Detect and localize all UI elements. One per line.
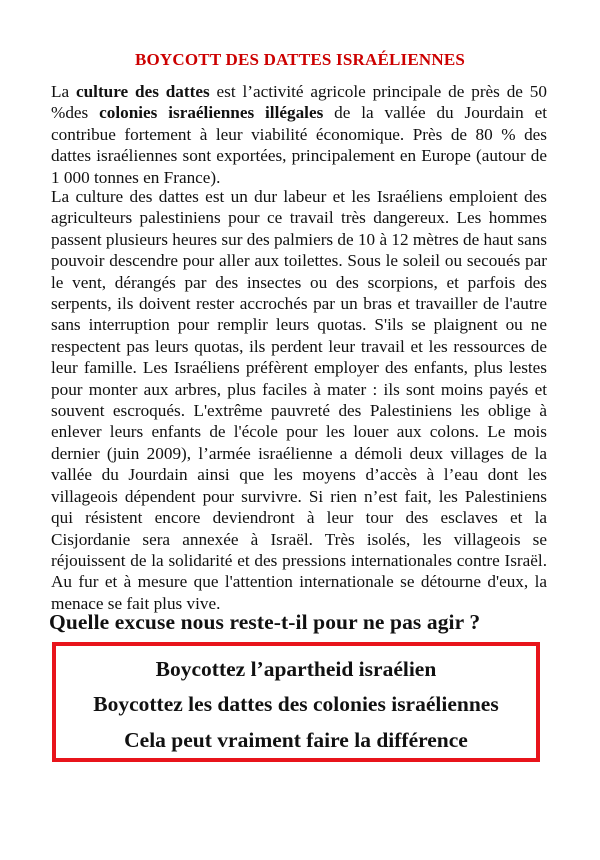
paragraph-intro-bold-colonies: colonies israéliennes illégales (99, 103, 324, 123)
paragraph-body: La culture des dattes est un dur labeur et les Israéliens emploient des agriculteurs palestiniens pour ce travail très dangereux. Les hommes passent plusieurs heures sur des palmiers de 10 à 12 mètres de haut sans pouvoir descendre pour aller aux toilettes. Sous le soleil ou secoués par le vent, dérangés par des insectes ou des scorpions, et parfois des serpents, ils doivent rester accrochés par un bras et travailler de l'autre sans interruption pour remplir leurs quotas. S'ils se plaignent ou ne respectent pas leurs quotas, ils perdent leur travail et les ressources de leur famille. Les Israéliens préfèrent employer des enfants, plus lestes pour monter aux arbres, plus faciles à mater : ils sont moins payés et souvent escroqués. L'extrême pauvreté des Palestiniens les oblige à enlever leurs enfants de l'école pour les louer aux colons. Le mois dernier (juin 2009), l’armée israélienne a démoli deux villages de la vallée du Jourdain ainsi que les moyens d’accès à l’eau dont les villageois dépendent pour survivre. Si rien n’est fait, les Palestiniens qui résistent encore deviendront à leur tour des esclaves et la Cisjordanie sera annexée à Israël. Très isolés, les villageois se réjouissent de la solidarité et des pressions internationales contre Israël. Au fur et à mesure que l'attention internationale se détourne d'eux, la menace se fait plus vive. (51, 187, 547, 613)
call-to-action-question: Quelle excuse nous reste-t-il pour ne pas agir ? (49, 610, 481, 634)
paragraph-intro-bold-date-culture: culture des dattes (75, 82, 210, 101)
paragraph-intro (51, 81, 547, 188)
callout-line-apartheid: Boycottez l’apartheid israélien (155, 657, 437, 681)
paragraph-intro-text-1: La (51, 82, 76, 101)
boycott-callout-box (52, 642, 540, 762)
paragraph-intro-text-2: est l’activité agricole principale de près de 50 %des (51, 82, 547, 123)
paragraph-intro-text-3: de la vallée du Jourdain et contribue fortement à leur viabilité économique. Près de 80 % des dattes israéliennes sont exportées, principalement en Europe (autour de 1 000 tonnes en France). (51, 103, 547, 187)
document-title: BOYCOTT DES DATTES ISRAÉLIENNES (134, 50, 466, 69)
callout-line-difference: Cela peut vraiment faire la différence (124, 728, 468, 752)
callout-line-dattes: Boycottez les dattes des colonies israéliennes (93, 692, 499, 716)
